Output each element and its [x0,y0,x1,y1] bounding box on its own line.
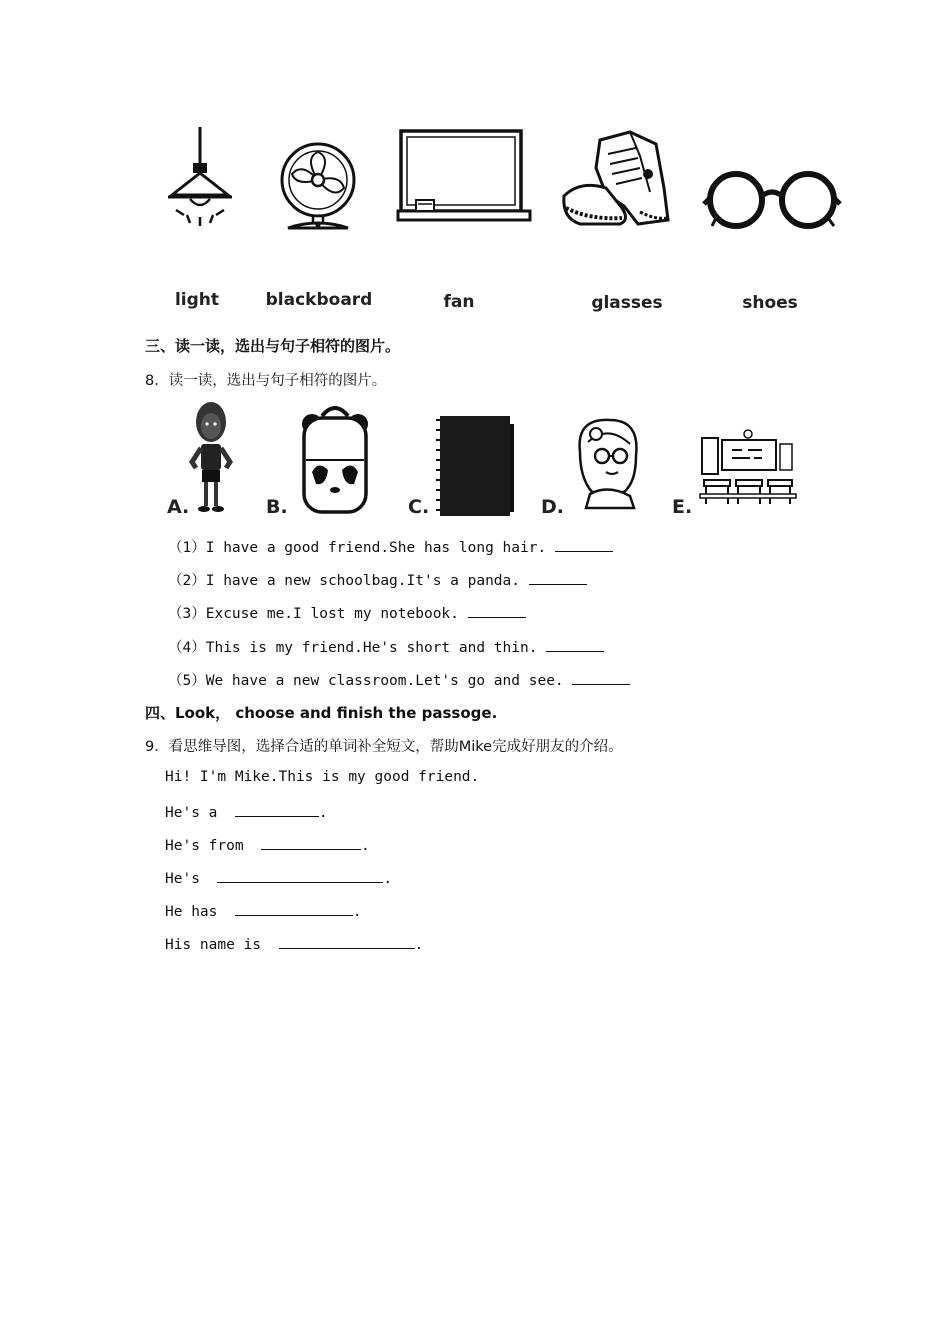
period: . [352,904,362,920]
passage-line-text: His name is [165,937,262,953]
vocab-label-1: light [174,290,220,310]
option-letter-e: E. [672,496,693,518]
passage-line [165,934,423,953]
question-8: 8．读一读，选出与句子相符的图片。 [145,373,387,389]
passage-line [165,901,362,920]
passage-line-text: He has [165,904,218,920]
passage-line [165,835,370,854]
passage-intro: Hi! I'm Mike.This is my good friend. [165,769,480,785]
option-letter-d: D. [541,496,564,518]
list-item [168,536,613,557]
answer-blank[interactable] [217,868,383,883]
sentence-text: （2）I have a new schoolbag.It's a panda. [168,573,521,589]
passage-line-text: He's from [165,838,244,854]
list-item [168,669,630,690]
electric-fan-icon [278,140,358,232]
vocab-label-2: blackboard [265,290,373,310]
ceiling-lamp-icon [160,125,240,230]
vocab-label-4: glasses [591,293,663,313]
list-item [168,569,587,590]
period: . [414,937,424,953]
passage-line [165,868,392,887]
period: . [318,805,328,821]
passage-line-text: He's [165,871,200,887]
period: . [361,838,370,854]
vocab-label-3: fan [443,292,475,312]
panda-schoolbag-icon [298,402,372,516]
blackboard-icon [396,128,532,224]
answer-blank[interactable] [468,603,526,618]
answer-blank[interactable] [546,637,604,652]
answer-blank[interactable] [235,901,353,916]
answer-blank[interactable] [279,934,415,949]
option-letter-a: A. [167,496,190,518]
option-letter-c: C. [408,496,430,518]
answer-blank[interactable] [572,670,630,685]
option-letter-b: B. [266,496,288,518]
list-item [168,636,604,657]
boy-standing-icon [188,398,234,516]
girl-glasses-icon [568,412,648,512]
passage-line-text: He's a [165,805,218,821]
section-4-heading: 四、Look， choose and finish the passoge. [145,704,498,722]
answer-blank[interactable] [555,537,613,552]
answer-blank[interactable] [529,570,587,585]
sentence-text: （4）This is my friend.He's short and thin. [168,640,538,656]
sneaker-shoes-icon [560,128,672,230]
notebook-icon [436,414,516,518]
round-glasses-icon [704,168,844,230]
vocab-label-5: shoes [742,293,798,313]
classroom-icon [698,428,798,508]
sentence-text: （1）I have a good friend.She has long hair. [168,540,547,556]
list-item [168,602,526,623]
sentence-text: （3）Excuse me.I lost my notebook. [168,606,459,622]
period: . [383,871,393,887]
section-3-heading: 三、读一读，选出与句子相符的图片。 [145,337,401,355]
answer-blank[interactable] [235,802,319,817]
question-9: 9．看思维导图，选择合适的单词补全短文，帮助Mike完成好朋友的介绍。 [145,739,623,755]
answer-blank[interactable] [261,835,361,850]
sentence-text: （5）We have a new classroom.Let's go and see. [168,673,564,689]
passage-line [165,802,328,821]
